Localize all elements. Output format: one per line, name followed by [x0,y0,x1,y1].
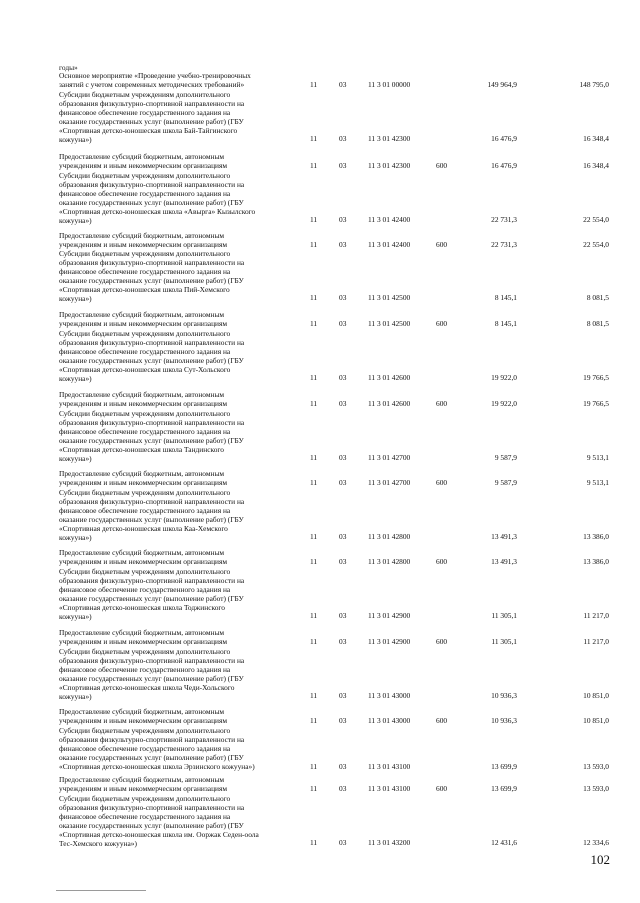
subsection-code: 03 [339,215,347,225]
row-description: Субсидии бюджетным учреждениям дополнительного образования физкультурно-спортивной направленности на финансовое обеспечение государственного задания на оказание государственных услуг (выполнение работ) (ГБУ «Спортивная детско-юношеская школа им. Ооржак Седен-оола Тес-Хемского кожууна») [59,794,259,848]
amount-year-2: 16 348,4 [583,134,609,144]
row-description: Основное мероприятие «Проведение учебно-тренировочных занятий с учетом современных методических требований» [59,71,251,89]
table-row [0,470,640,488]
subsection-code: 03 [339,838,347,848]
footer-rule [56,890,146,891]
table-row [0,795,640,848]
table-row [0,776,640,794]
amount-year-2: 12 334,6 [583,838,609,848]
amount-year-1: 10 936,3 [491,691,517,701]
target-article-code: 11 3 01 42700 [368,453,411,463]
row-description: Субсидии бюджетным учреждениям дополнительного образования физкультурно-спортивной направленности на финансовое обеспечение государственного задания на оказание государственных услуг (выполнение работ) (ГБУ «Спортивная детско-юношеская школа Каа-Хемского кожууна») [59,488,245,542]
amount-year-1: 12 431,6 [491,838,517,848]
target-article-code: 11 3 01 00000 [368,79,411,89]
section-code: 11 [310,532,318,542]
target-article-code: 11 3 01 42700 [368,477,411,487]
expense-type-code: 600 [436,715,448,725]
table-row [0,172,640,225]
expense-type-code: 600 [436,477,448,487]
section-code: 11 [310,239,318,249]
expense-type-code: 600 [436,239,448,249]
amount-year-1: 11 305,1 [491,611,517,621]
target-article-code: 11 3 01 42400 [368,215,411,225]
subsection-code: 03 [339,532,347,542]
row-description: Предоставление субсидий бюджетным, автономным учреждениям и иным некоммерческим организациям [59,628,228,646]
subsection-code: 03 [339,715,347,725]
subsection-code: 03 [339,293,347,303]
row-description: Субсидии бюджетным учреждениям дополнительного образования физкультурно-спортивной направленности на финансовое обеспечение государственного задания на оказание государственных услуг (выполнение работ) (ГБУ «Спортивная детско-юношеская школа Бай-Тайгинского кожууна») [59,90,245,144]
amount-year-2: 19 766,5 [583,373,609,383]
subsection-code: 03 [339,239,347,249]
table-row [0,549,640,567]
amount-year-2: 13 386,0 [583,556,609,566]
section-code: 11 [310,838,318,848]
section-code: 11 [310,556,318,566]
amount-year-2: 148 795,0 [579,79,609,89]
amount-year-2: 9 513,1 [586,477,609,487]
amount-year-2: 22 554,0 [583,239,609,249]
section-code: 11 [310,398,318,408]
row-description: Предоставление субсидий бюджетным, автономным учреждениям и иным некоммерческим организациям [59,390,228,408]
amount-year-2: 11 217,0 [583,636,609,646]
subsection-code: 03 [339,398,347,408]
subsection-code: 03 [339,373,347,383]
target-article-code: 11 3 01 42500 [368,293,411,303]
subsection-code: 03 [339,318,347,328]
section-code: 11 [310,318,318,328]
amount-year-1: 19 922,0 [491,398,517,408]
amount-year-2: 16 348,4 [583,160,609,170]
table-row [0,330,640,383]
row-description: Субсидии бюджетным учреждениям дополнительного образования физкультурно-спортивной направленности на финансовое обеспечение государственного задания на оказание государственных услуг (выполнение работ) (ГБУ «Спортивная детско-юношеская школа Тоджинского кожууна») [59,567,245,621]
expense-type-code: 600 [436,398,448,408]
section-code: 11 [310,691,318,701]
section-code: 11 [310,79,318,89]
subsection-code: 03 [339,160,347,170]
subsection-code: 03 [339,477,347,487]
row-description: Предоставление субсидий бюджетным, автономным учреждениям и иным некоммерческим организациям [59,469,228,487]
row-description: Предоставление субсидий бюджетным, автономным учреждениям и иным некоммерческим организациям [59,310,228,328]
target-article-code: 11 3 01 42600 [368,373,411,383]
target-article-code: 11 3 01 42800 [368,532,411,542]
target-article-code: 11 3 01 42900 [368,611,411,621]
section-code: 11 [310,783,318,793]
table-row [0,410,640,463]
subsection-code: 03 [339,134,347,144]
target-article-code: 11 3 01 42400 [368,239,411,249]
subsection-code: 03 [339,783,347,793]
subsection-code: 03 [339,79,347,89]
table-row [0,311,640,329]
table-row [0,708,640,726]
subsection-code: 03 [339,611,347,621]
expense-type-code: 600 [436,318,448,328]
section-code: 11 [310,215,318,225]
table-row [0,250,640,303]
row-description: Субсидии бюджетным учреждениям дополнительного образования физкультурно-спортивной направленности на финансовое обеспечение государственного задания на оказание государственных услуг (выполнение работ) (ГБУ «Спортивная детско-юношеская школа «Авырга» Кызылского кожууна») [59,171,256,225]
amount-year-2: 13 593,0 [583,761,609,771]
page-number: 102 [590,852,610,867]
table-row [0,648,640,701]
subsection-code: 03 [339,761,347,771]
section-code: 11 [310,611,318,621]
section-code: 11 [310,160,318,170]
target-article-code: 11 3 01 42300 [368,134,411,144]
amount-year-2: 8 081,5 [586,318,609,328]
section-code: 11 [310,761,318,771]
row-description: годы» [59,63,78,72]
table-row [0,568,640,621]
amount-year-1: 22 731,3 [491,239,517,249]
section-code: 11 [310,453,318,463]
amount-year-2: 13 593,0 [583,783,609,793]
target-article-code: 11 3 01 42300 [368,160,411,170]
subsection-code: 03 [339,453,347,463]
target-article-code: 11 3 01 43000 [368,691,411,701]
expense-type-code: 600 [436,636,448,646]
expense-type-code: 600 [436,783,448,793]
amount-year-2: 22 554,0 [583,215,609,225]
amount-year-1: 11 305,1 [491,636,517,646]
table-row [0,72,640,90]
amount-year-1: 13 699,9 [491,783,517,793]
amount-year-2: 9 513,1 [586,453,609,463]
amount-year-2: 10 851,0 [583,715,609,725]
row-description: Субсидии бюджетным учреждениям дополнительного образования физкультурно-спортивной направленности на финансовое обеспечение государственного задания на оказание государственных услуг (выполнение работ) (ГБУ «Спортивная детско-юношеская школа Чеди-Хольского кожууна») [59,647,245,701]
expense-type-code: 600 [436,556,448,566]
table-row [0,91,640,144]
subsection-code: 03 [339,556,347,566]
amount-year-1: 13 491,3 [491,532,517,542]
amount-year-1: 16 476,9 [491,134,517,144]
amount-year-1: 10 936,3 [491,715,517,725]
amount-year-1: 16 476,9 [491,160,517,170]
amount-year-2: 10 851,0 [583,691,609,701]
section-code: 11 [310,636,318,646]
target-article-code: 11 3 01 43000 [368,715,411,725]
amount-year-1: 19 922,0 [491,373,517,383]
section-code: 11 [310,134,318,144]
amount-year-2: 8 081,5 [586,293,609,303]
table-row [0,232,640,250]
section-code: 11 [310,715,318,725]
row-description: Предоставление субсидий бюджетным, автономным учреждениям и иным некоммерческим организациям [59,231,228,249]
amount-year-1: 13 699,9 [491,761,517,771]
section-code: 11 [310,293,318,303]
amount-year-1: 9 587,9 [494,477,517,487]
target-article-code: 11 3 01 42900 [368,636,411,646]
section-code: 11 [310,373,318,383]
table-row [0,629,640,647]
target-article-code: 11 3 01 43100 [368,761,411,771]
row-description: Субсидии бюджетным учреждениям дополнительного образования физкультурно-спортивной направленности на финансовое обеспечение государственного задания на оказание государственных услуг (выполнение работ) (ГБУ «Спортивная детско-юношеская школа Эрзинского кожууна») [59,726,255,771]
row-description: Предоставление субсидий бюджетным, автономным учреждениям и иным некоммерческим организациям [59,548,228,566]
amount-year-1: 149 964,9 [487,79,517,89]
subsection-code: 03 [339,691,347,701]
target-article-code: 11 3 01 43100 [368,783,411,793]
subsection-code: 03 [339,636,347,646]
section-code: 11 [310,477,318,487]
table-row [0,391,640,409]
row-description: Предоставление субсидий бюджетным, автономным учреждениям и иным некоммерческим организациям [59,775,228,793]
target-article-code: 11 3 01 42500 [368,318,411,328]
row-description: Субсидии бюджетным учреждениям дополнительного образования физкультурно-спортивной направленности на финансовое обеспечение государственного задания на оказание государственных услуг (выполнение работ) (ГБУ «Спортивная детско-юношеская школа Тандинского кожууна») [59,409,245,463]
amount-year-2: 11 217,0 [583,611,609,621]
table-row [0,153,640,171]
row-description: Субсидии бюджетным учреждениям дополнительного образования физкультурно-спортивной направленности на финансовое обеспечение государственного задания на оказание государственных услуг (выполнение работ) (ГБУ «Спортивная детско-юношеская школа Сут-Хольского кожууна») [59,329,245,383]
table-row [0,489,640,542]
row-description: Субсидии бюджетным учреждениям дополнительного образования физкультурно-спортивной направленности на финансовое обеспечение государственного задания на оказание государственных услуг (выполнение работ) (ГБУ «Спортивная детско-юношеская школа Пий-Хемского кожууна») [59,249,245,303]
table-row [0,727,640,772]
amount-year-1: 22 731,3 [491,215,517,225]
target-article-code: 11 3 01 42800 [368,556,411,566]
target-article-code: 11 3 01 42600 [368,398,411,408]
amount-year-1: 8 145,1 [494,293,517,303]
amount-year-1: 9 587,9 [494,453,517,463]
amount-year-1: 13 491,3 [491,556,517,566]
row-description: Предоставление субсидий бюджетным, автономным учреждениям и иным некоммерческим организациям [59,152,228,170]
row-description: Предоставление субсидий бюджетным, автономным учреждениям и иным некоммерческим организациям [59,707,228,725]
expense-type-code: 600 [436,160,448,170]
amount-year-2: 19 766,5 [583,398,609,408]
amount-year-1: 8 145,1 [494,318,517,328]
target-article-code: 11 3 01 43200 [368,838,411,848]
amount-year-2: 13 386,0 [583,532,609,542]
